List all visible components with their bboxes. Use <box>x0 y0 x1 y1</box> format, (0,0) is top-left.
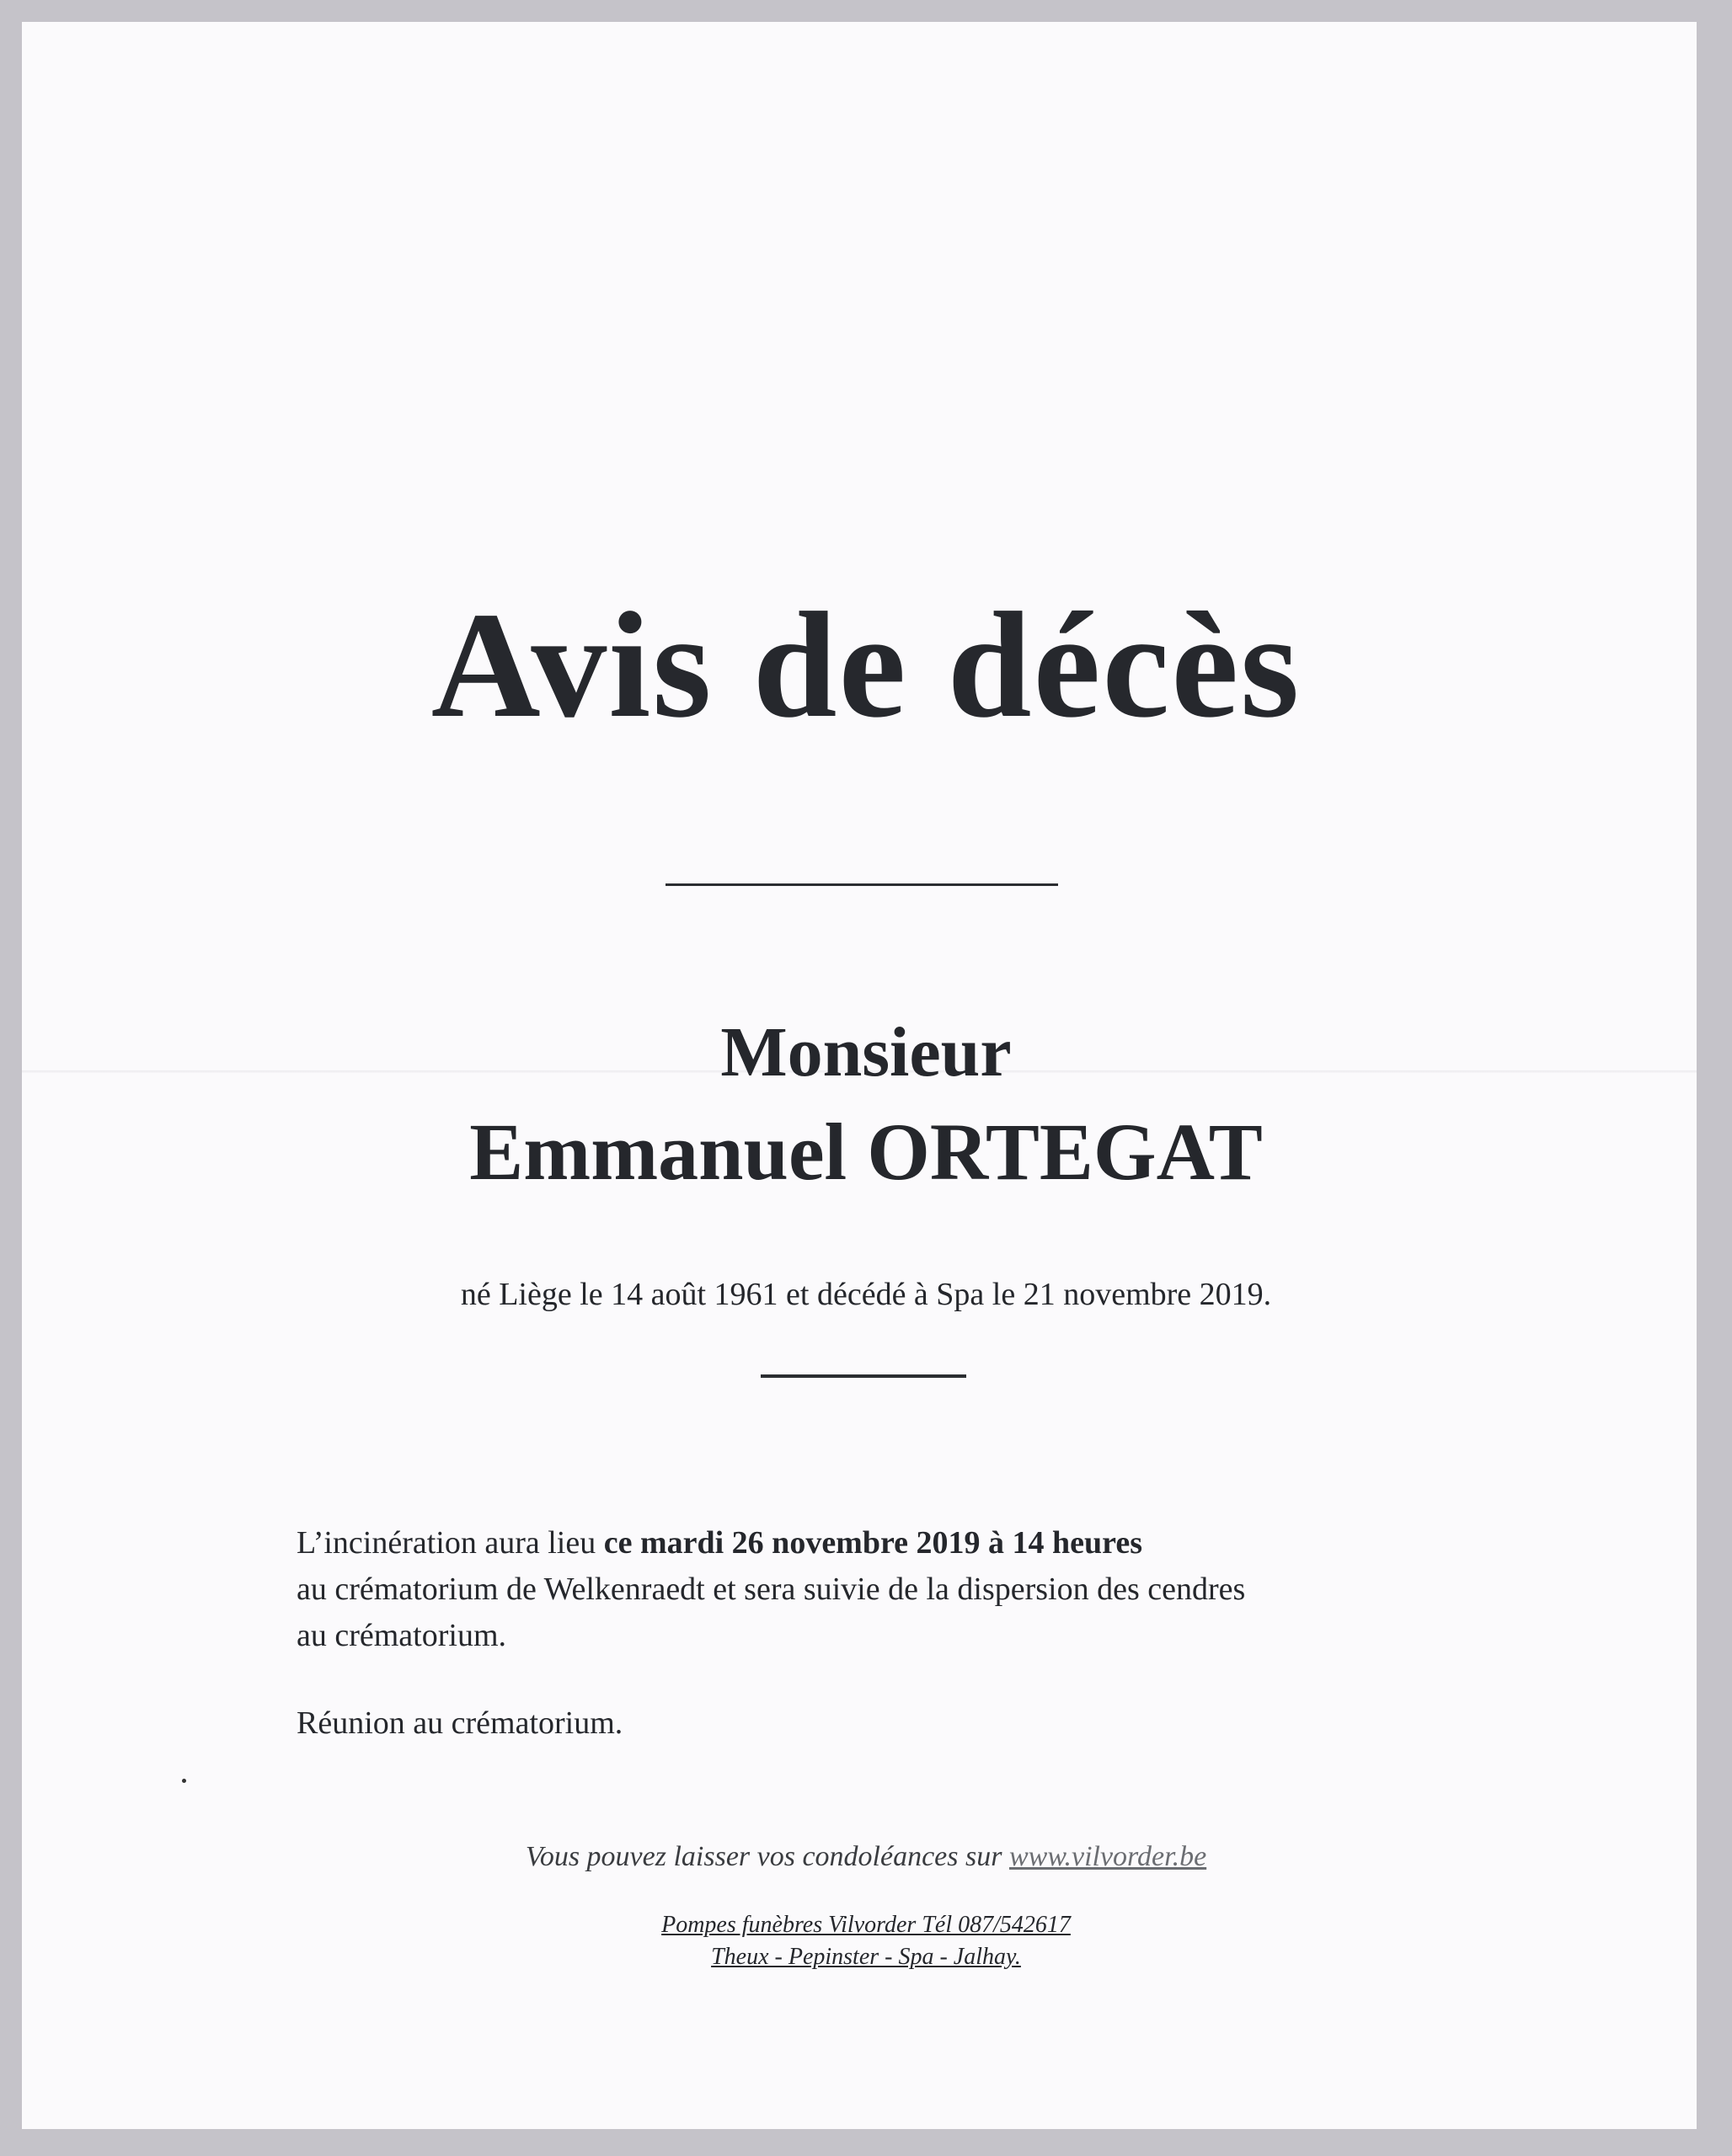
funeral-home-line-2 <box>0 1945 1732 1969</box>
deceased-name: Emmanuel ORTEGAT <box>469 1107 1263 1197</box>
birth-death-line: né Liège le 14 août 1961 et décédé à Spa le 21 novembre 2019. <box>460 1277 1272 1312</box>
condolences-text: Vous pouvez laisser vos condoléances sur <box>525 1841 1009 1872</box>
ceremony-paragraph <box>297 1520 1518 1659</box>
paper-speck <box>182 1779 186 1783</box>
ceremony-date-time: ce mardi 26 novembre 2019 à 14 heures <box>603 1525 1142 1561</box>
funeral-home-line-1 <box>0 1913 1732 1937</box>
ceremony-line-3: au crématorium. <box>297 1618 507 1653</box>
ceremony-line-1 <box>297 1520 1518 1566</box>
funeral-home-contact: Pompes funèbres Vilvorder Tél 087/542617 <box>661 1912 1071 1938</box>
condolences-link[interactable]: www.vilvorder.be <box>1008 1841 1207 1872</box>
gathering-note: Réunion au crématorium. <box>297 1705 623 1741</box>
section-divider <box>761 1374 966 1378</box>
ceremony-line-2: au crématorium de Welkenraedt et sera suivie de la dispersion des cendres <box>297 1572 1246 1607</box>
honorific: Monsieur <box>720 1013 1012 1091</box>
notice-title: Avis de décès <box>430 581 1302 749</box>
condolences-line <box>0 1843 1732 1871</box>
title-divider <box>666 883 1058 886</box>
ceremony-intro: L’incinération aura lieu <box>297 1525 604 1561</box>
funeral-home-locations: Theux - Pepinster - Spa - Jalhay. <box>711 1944 1021 1970</box>
